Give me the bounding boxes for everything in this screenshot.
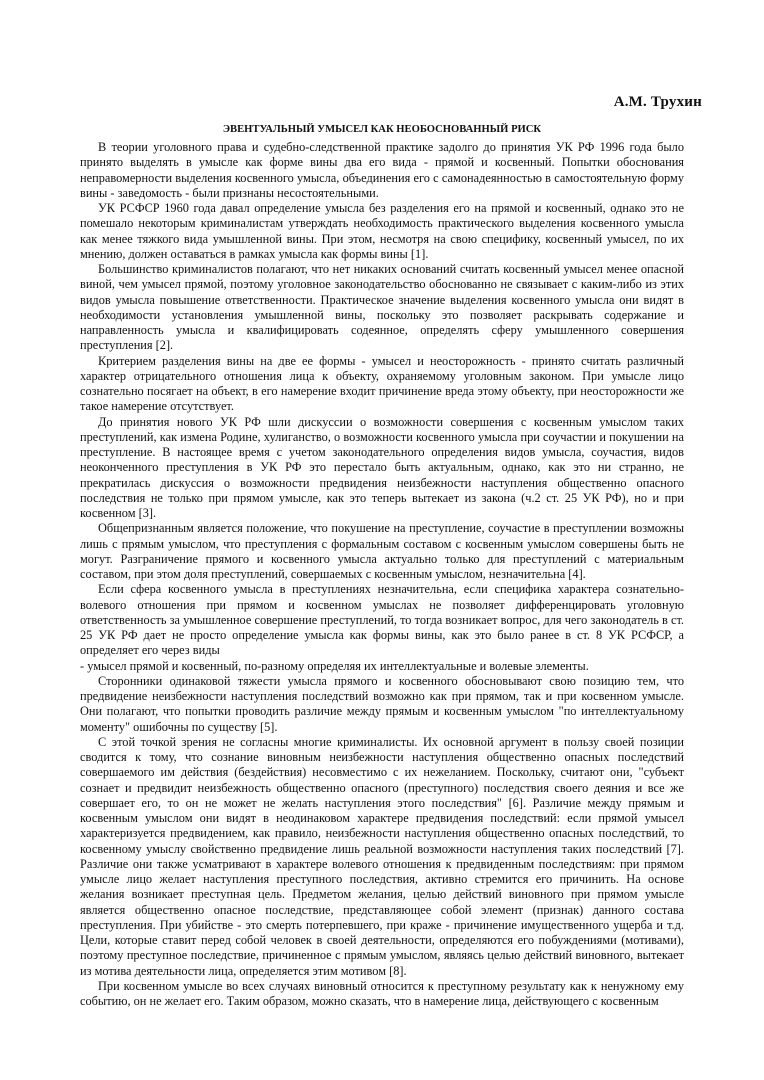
paragraph-10: С этой точкой зрения не согласны многие криминалисты. Их основной аргумент в пользу своей позиции сводится к тому, что сознание виновным неизбежности наступления общественно опасных последствий совершаемого им действия (бездействия) несовместимо с их нежеланием. Поскольку, считают они, "субъект сознает и предвидит неизбежность общественно опасного (преступного) последствия своего деяния и все же совершает его, то он не может не желать наступления этого последствия" [6]. Различие между прямым и косвенным умыслом они видят в неодинаковом характере предвидения последствий: если прямой умысел характеризуется предвидением, как правило, неизбежности наступления общественно опасных последствий, то косвенному умыслу свойственно предвидение лишь реальной возможности наступления таких последствий [7]. Различие они также усматривают в характере волевого отношения к предвиденным последствиям: при прямом умысле лицо желает наступления преступного последствия, активно стремится его причинить. На основе желания возникает преступная цель. Предметом желания, целью действий виновного при прямом умысле является общественно опасное последствие, представляющее собой элемент (признак) данного состава преступления. При убийстве - это смерть потерпевшего, при краже - причинение имущественного ущерба и т.д. Цели, которые ставит перед собой человек в своей деятельности, определяются его побуждениями (мотивами), поэтому преступное последствие, причиненное с прямым умыслом, являясь целью действий виновного, вытекает из мотива деятельности лица, определяется этим мотивом [8]. (80, 734, 684, 978)
paragraph-6: Общепризнанным является положение, что покушение на преступление, соучастие в преступлении возможны лишь с прямым умыслом, что преступления с формальным составом с косвенным умыслом совершены быть не могут. Разграничение прямого и косвенного умысла актуально только для преступлений с материальным составом, при этом доля преступлений, совершаемых с косвенным умыслом, незначительна [4]. (80, 521, 684, 581)
paragraph-1: В теории уголовного права и судебно-следственной практике задолго до принятия УК РФ 1996 года было принято выделять в умысле как форме вины два его вида - прямой и косвенный. Попытки обоснования неправомерности выделения косвенного умысла, объединения его с самонадеянностью в самостоятельную форму вины - заведомость - были признаны несостоятельными. (80, 140, 684, 200)
article-body (80, 140, 684, 1009)
author-name: А.М. Трухин (613, 94, 702, 110)
paragraph-7: Если сфера косвенного умысла в преступлениях незначительна, если специфика характера сознательно-волевого отношения при прямом и косвенном умыслах не позволяет дифференцировать уголовную ответственность за умышленное совершение преступлений, то тогда возникает вопрос, для чего законодатель в ст. 25 УК РФ дает не просто определение умысла как формы вины, как это было ранее в ст. 8 УК РСФСР, а определяет его через виды (80, 582, 684, 658)
paragraph-11: При косвенном умысле во всех случаях виновный относится к преступному результату как к ненужному ему событию, он не желает его. Таким образом, можно сказать, что в намерение лица, действующего с косвенным (80, 978, 684, 1008)
paragraph-4: Критерием разделения вины на две ее формы - умысел и неосторожность - принято считать различный характер отрицательного отношения лица к объекту, охраняемому уголовным законом. При умысле лицо сознательно посягает на объект, в его намерение входит причинение вреда этому объекту, при неосторожности же такое намерение отсутствует. (80, 353, 684, 414)
paragraph-3: Большинство криминалистов полагают, что нет никаких оснований считать косвенный умысел менее опасной виной, чем умысел прямой, поэтому уголовное законодательство обоснованно не связывает с каким-либо из этих видов умысла повышение ответственности. Практическое значение выделения косвенного умысла они видят в необходимости установления умышленной вины, поскольку это позволяет раскрывать содержание и направленность умысла и квалифицировать содеянное, определять сферу умышленного совершения преступления [2]. (80, 262, 684, 353)
paragraph-5: До принятия нового УК РФ шли дискуссии о возможности совершения с косвенным умыслом таких преступлений, как измена Родине, хулиганство, о возможности косвенного умысла при соучастии и покушении на преступление. В настоящее время с учетом законодательного определения видов умысла, соучастия, видов неоконченного преступления в УК РФ это перестало быть актуальным, однако, как это ни странно, не прекратилась дискуссия о возможности предвидения неизбежности наступления общественно опасного последствия не только при прямом умысле, как это теперь вытекает из закона (ч.2 ст. 25 УК РФ), но и при косвенном [3]. (80, 414, 684, 520)
paragraph-9: Сторонники одинаковой тяжести умысла прямого и косвенного обосновывают свою позицию тем, что предвидение неизбежности наступления последствий возможно как при прямом, так и при косвенном умысле. Они полагают, что попытки проводить различие между прямым и косвенным умыслом "по интеллектуальному моменту" ошибочны по существу [5]. (80, 673, 684, 734)
article-title: ЭВЕНТУАЛЬНЫЙ УМЫСЕЛ КАК НЕОБОСНОВАННЫЙ РИСК (222, 124, 542, 135)
paragraph-2: УК РСФСР 1960 года давал определение умысла без разделения его на прямой и косвенный, однако это не помешало некоторым криминалистам утверждать необходимость практического выделения косвенного умысла как менее тяжкого вида умышленной вины. При этом, несмотря на свою специфику, косвенный умысел, по их мнению, должен оставаться в рамках умысла как формы вины [1]. (80, 201, 684, 261)
paragraph-8: - умысел прямой и косвенный, по-разному определяя их интеллектуальные и волевые элементы. (80, 658, 589, 673)
